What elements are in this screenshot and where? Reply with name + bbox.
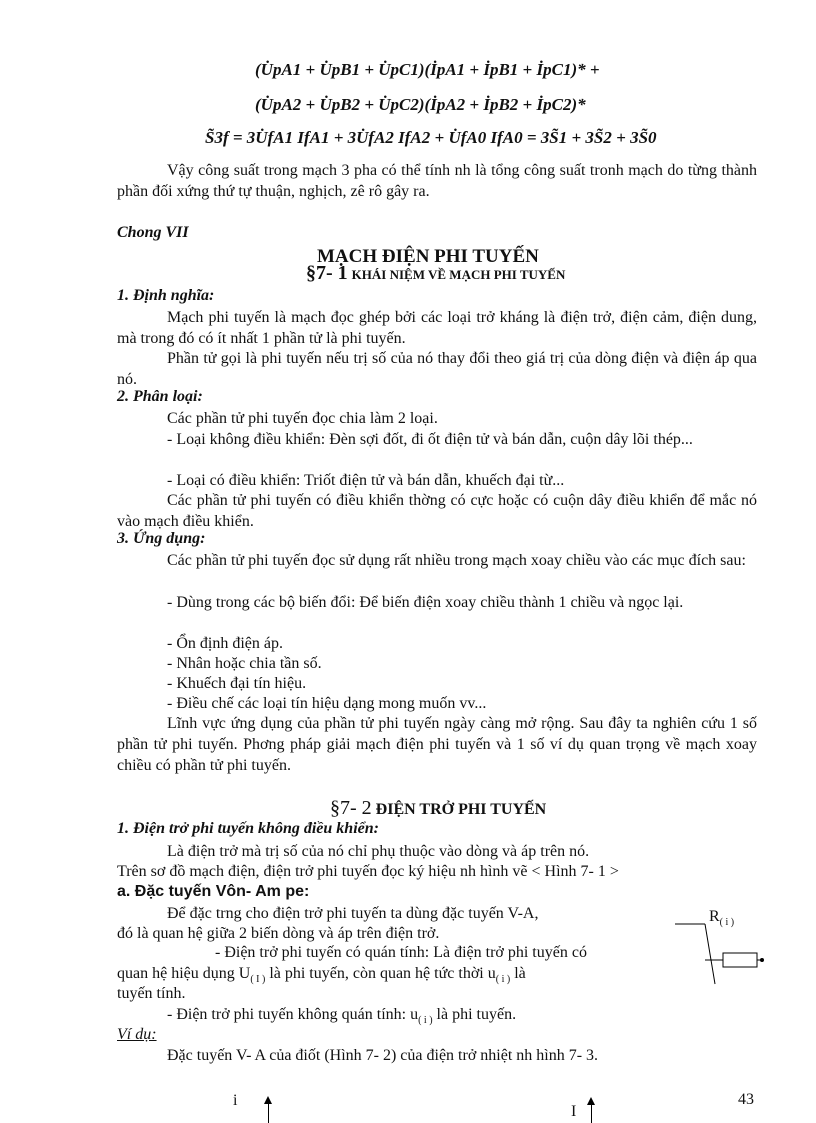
resistor-label [709, 906, 734, 933]
subscript: ( I ) [250, 974, 266, 986]
paragraph-element: Phần tử gọi là phi tuyến nếu trị số của nó thay đổi theo giá trị của dòng điện và điện áp qua nó. [117, 350, 757, 388]
line-controlled: - Loại có điều khiển: Triốt điện tử và bán dẫn, khuếch đại từ... [167, 472, 565, 489]
heading-dinh-nghia: 1. Định nghĩa: [117, 287, 215, 304]
heading-uncontrolled-resistor: 1. Điện trở phi tuyến không điều khiển: [117, 820, 379, 837]
paragraph-uncontrolled: - Loại không điều khiển: Đèn sợi đốt, đi ốt điện tử và bán dẫn, cuộn dây lõi thép... [167, 431, 693, 448]
line-va-intro: Để đặc trng cho điện trở phi tuyến ta dùng đặc tuyến V-A, [167, 905, 539, 922]
paragraph-applications: Các phần tử phi tuyến đọc sử dụng rất nhiều trong mạch xoay chiều vào các mục đích sau: [167, 552, 746, 569]
label-r: R [709, 908, 720, 925]
paragraph-control-terminal: Các phần tử phi tuyến có điều khiển thờng có cực hoặc có cuộn dây điều khiển để mắc nó vào mạch điều khiển. [117, 492, 757, 530]
subscript: ( i ) [495, 974, 511, 986]
axis-arrow-up-icon [268, 1102, 269, 1123]
list-item-amplify: - Khuếch đại tín hiệu. [167, 675, 307, 692]
line-example: Đặc tuyến V- A của điốt (Hình 7- 2) của điện trở nhiệt nh hình 7- 3. [167, 1047, 599, 1064]
equation-line-3: S̃3f = 3U̇fA1 IfA1 + 3U̇fA2 IfA2 + U̇fA0 IfA0 = 3S̃1 + 3S̃2 + 3S̃0 [205, 128, 657, 147]
text-segment: là phi tuyến. [432, 1006, 517, 1023]
chapter-label: Chong VII [117, 224, 189, 241]
text-segment: - Điện trở phi tuyến không quán tính: u [167, 1006, 419, 1023]
line-non-inertial [167, 1004, 516, 1031]
intro-paragraph: Vậy công suất trong mạch 3 pha có thể tính nh là tổng công suất tronh mạch do từng thành phần đối xứng thứ tự thuận, nghịch, zê rô gây ra. [117, 162, 757, 200]
section-7-1-heading [306, 262, 565, 285]
paragraph-definition: Mạch phi tuyến là mạch đọc ghép bởi các loại trở kháng là điện trở, điện cảm, điện dung, mà trong đó có ít nhất 1 phần tử là phi tuyến. [117, 309, 757, 347]
list-item-voltage: - Ổn định điện áp. [167, 635, 283, 652]
heading-phan-loai: 2. Phân loại: [117, 388, 203, 405]
text-segment: quan hệ hiệu dụng U [117, 965, 251, 982]
subscript: ( i ) [418, 1015, 433, 1027]
axis-arrow-up-icon [591, 1103, 592, 1123]
line-resistor-definition: Là điện trở mà trị số của nó chỉ phụ thuộc vào dòng và áp trên nó. [167, 843, 590, 860]
line-linear: tuyến tính. [117, 985, 186, 1002]
page-number: 43 [738, 1091, 754, 1108]
line-inertial: - Điện trở phi tuyến có quán tính: Là điện trở phi tuyến có [215, 944, 587, 961]
line-symbol-reference: Trên sơ đồ mạch điện, điện trở phi tuyến đọc ký hiệu nh hình vẽ < Hình 7- 1 > [117, 863, 619, 880]
heading-ung-dung: 3. Ứng dụng: [117, 530, 206, 547]
axis-label-i: i [233, 1092, 238, 1109]
paragraph-converters: - Dùng trong các bộ biến đổi: Để biến điện xoay chiều thành 1 chiều và ngọc lại. [167, 594, 684, 611]
list-item-frequency: - Nhân hoặc chia tần số. [167, 655, 322, 672]
section-7-2-heading [330, 797, 546, 820]
line-va-relation: đó là quan hệ giữa 2 biến dòng và áp trên điện trở. [117, 925, 440, 942]
list-item-modulation: - Điều chế các loại tín hiệu dạng mong muốn vv... [167, 695, 487, 712]
axis-label-I: I [571, 1103, 577, 1120]
label-r-subscript: ( i ) [719, 917, 735, 929]
equation-line-1: (U̇pA1 + U̇pB1 + U̇pC1)(İpA1 + İpB1 + İpC1)* + [255, 60, 600, 79]
line-classification: Các phần tử phi tuyến đọc chia làm 2 loại. [167, 410, 438, 427]
text-segment: là [510, 965, 526, 982]
section-title: KHÁI NIỆM VỀ MẠCH PHI TUYẾN [351, 267, 566, 282]
section-symbol: §7- 2 [330, 797, 372, 819]
nonlinear-resistor-figure [675, 908, 775, 988]
section-symbol: §7- 1 [306, 262, 348, 284]
section-title: ĐIỆN TRỞ PHI TUYẾN [375, 801, 547, 818]
equation-line-2: (U̇pA2 + U̇pB2 + U̇pC2)(İpA2 + İpB2 + İpC2)* [255, 95, 586, 114]
chapter-title: MẠCH ĐIỆN PHI TUYẾN [317, 246, 539, 267]
paragraph-field: Lĩnh vực ứng dụng của phần tử phi tuyến ngày càng mở rộng. Sau đây ta nghiên cứu 1 số phần tử phi tuyến. Phơng pháp giải mạch điện phi tuyến và 1 số ví dụ quan trọng về mạch xoay chiều có phần tử phi tuyến. [117, 715, 757, 774]
heading-example: Ví dụ: [117, 1026, 157, 1043]
text-segment: là phi tuyến, còn quan hệ tức thời u [265, 965, 496, 982]
heading-va-characteristic: a. Đặc tuyến Vôn- Am pe: [117, 883, 310, 900]
